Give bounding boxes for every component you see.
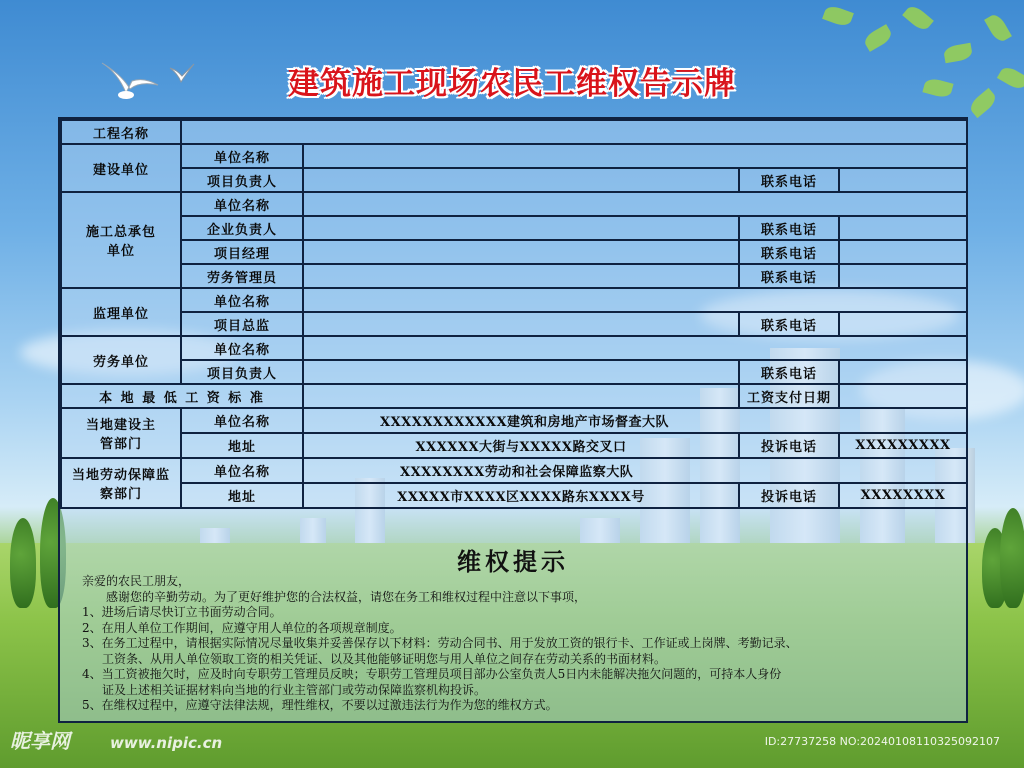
- value-labor-dept-name: XXXXXXXX劳动和社会保障监察大队: [303, 458, 967, 483]
- table-row: [61, 264, 967, 288]
- label-general-contractor: 施工总承包单位: [61, 192, 181, 288]
- value-cell: [839, 312, 967, 336]
- label-local-construction-dept: 当地建设主管部门: [61, 408, 181, 458]
- label-construction-unit: 建设单位: [61, 144, 181, 192]
- notice-item: 1、进场后请尽快订立书面劳动合同。: [82, 605, 282, 619]
- label-labor-unit: 劳务单位: [61, 336, 181, 384]
- value-cell: [303, 312, 739, 336]
- table-row: [61, 216, 967, 240]
- label-unit-name: 单位名称: [181, 408, 303, 433]
- tree: [10, 518, 36, 608]
- label-project-leader: 项目负责人: [181, 168, 303, 192]
- value-cell: [839, 168, 967, 192]
- value-cell: [839, 240, 967, 264]
- value-cell: [303, 192, 967, 216]
- notice-greeting: 亲爱的农民工朋友，: [82, 574, 191, 588]
- notice-body: [82, 574, 952, 714]
- value-cell: [303, 144, 967, 168]
- notice-board: [58, 117, 968, 723]
- label-contact-phone: 联系电话: [739, 216, 839, 240]
- notice-item: 3、在务工过程中，请根据实际情况尽量收集并妥善保存以下材料：劳动合同书、用于发放工资的银行卡、工作证或上岗牌、考勤记录、: [82, 636, 798, 650]
- value-cell: [303, 264, 739, 288]
- table-row: [61, 433, 967, 458]
- label-address: 地址: [181, 483, 303, 508]
- value-cell: [303, 168, 739, 192]
- table-row: [61, 408, 967, 433]
- label-contact-phone: 联系电话: [739, 360, 839, 384]
- table-row: [61, 384, 967, 408]
- value-cell: [839, 264, 967, 288]
- label-unit-name: 单位名称: [181, 192, 303, 216]
- table-row: [61, 192, 967, 216]
- tree: [1000, 508, 1024, 608]
- label-contact-phone: 联系电话: [739, 240, 839, 264]
- value-labor-dept-phone: XXXXXXXX: [839, 483, 967, 508]
- label-wage-pay-date: 工资支付日期: [739, 384, 839, 408]
- value-cell: [839, 384, 967, 408]
- value-project-name: [181, 120, 967, 144]
- label-unit-name: 单位名称: [181, 288, 303, 312]
- table-row: [61, 458, 967, 483]
- label-labor-manager: 劳务管理员: [181, 264, 303, 288]
- value-cell: [303, 240, 739, 264]
- notice-item: 工资条、从用人单位领取工资的相关凭证、以及其他能够证明您与用人单位之间存在劳动关系的书面材料。: [102, 651, 667, 666]
- value-cell: [303, 336, 967, 360]
- table-row: [61, 144, 967, 168]
- value-construction-dept-name: XXXXXXXXXXXX建筑和房地产市场督查大队: [303, 408, 967, 433]
- label-project-leader: 项目负责人: [181, 360, 303, 384]
- value-cell: [839, 216, 967, 240]
- value-construction-dept-address: XXXXXX大街与XXXXX路交叉口: [303, 433, 739, 458]
- label-contact-phone: 联系电话: [739, 312, 839, 336]
- value-cell: [303, 216, 739, 240]
- table-row: [61, 483, 967, 508]
- watermark-brand: 昵享网: [10, 729, 70, 753]
- value-cell: [839, 360, 967, 384]
- table-row: [61, 168, 967, 192]
- notice-intro: 感谢您的辛勤劳动。为了更好维护您的合法权益，请您在务工和维权过程中注意以下事项，: [106, 589, 587, 604]
- value-construction-dept-phone: XXXXXXXXX: [839, 433, 967, 458]
- label-unit-name: 单位名称: [181, 458, 303, 483]
- label-contact-phone: 联系电话: [739, 168, 839, 192]
- label-contact-phone: 联系电话: [739, 264, 839, 288]
- value-labor-dept-address: XXXXX市XXXX区XXXX路东XXXX号: [303, 483, 739, 508]
- info-table: [60, 119, 968, 509]
- notice-item: 4、当工资被拖欠时，应及时向专职劳工管理员反映；专职劳工管理员项目部办公室负责人5日内未能解决拖欠问题的，可持本人身份: [82, 667, 782, 681]
- notice-item: 5、在维权过程中，应遵守法律法规，理性维权，不要以过激违法行为作为您的维权方式。: [82, 698, 558, 712]
- notice-item: 证及上述相关证据材料向当地的行业主管部门或劳动保障监察机构投诉。: [102, 682, 487, 697]
- label-local-labor-dept: 当地劳动保障监察部门: [61, 458, 181, 508]
- table-row: [61, 312, 967, 336]
- table-row: [61, 120, 967, 144]
- label-project-manager: 项目经理: [181, 240, 303, 264]
- label-project-name: 工程名称: [61, 120, 181, 144]
- label-min-wage: 本 地 最 低 工 资 标 准: [61, 384, 303, 408]
- watermark-id: ID:27737258 NO:20240108110325092107: [764, 735, 1000, 748]
- label-unit-name: 单位名称: [181, 336, 303, 360]
- table-row: [61, 336, 967, 360]
- label-enterprise-leader: 企业负责人: [181, 216, 303, 240]
- page-title: 建筑施工现场农民工维权告示牌: [288, 66, 736, 102]
- label-supervision-unit: 监理单位: [61, 288, 181, 336]
- table-row: [61, 240, 967, 264]
- table-row: [61, 360, 967, 384]
- watermark-url: www.nipic.cn: [110, 734, 223, 752]
- label-complaint-phone: 投诉电话: [739, 433, 839, 458]
- label-address: 地址: [181, 433, 303, 458]
- label-unit-name: 单位名称: [181, 144, 303, 168]
- label-complaint-phone: 投诉电话: [739, 483, 839, 508]
- label-chief-supervisor: 项目总监: [181, 312, 303, 336]
- rights-notice: [60, 539, 966, 723]
- notice-item: 2、在用人单位工作期间，应遵守用人单位的各项规章制度。: [82, 620, 402, 635]
- table-row: [61, 288, 967, 312]
- notice-title: 维权提示: [457, 547, 569, 576]
- value-cell: [303, 288, 967, 312]
- value-cell: [303, 360, 739, 384]
- value-cell: [303, 384, 739, 408]
